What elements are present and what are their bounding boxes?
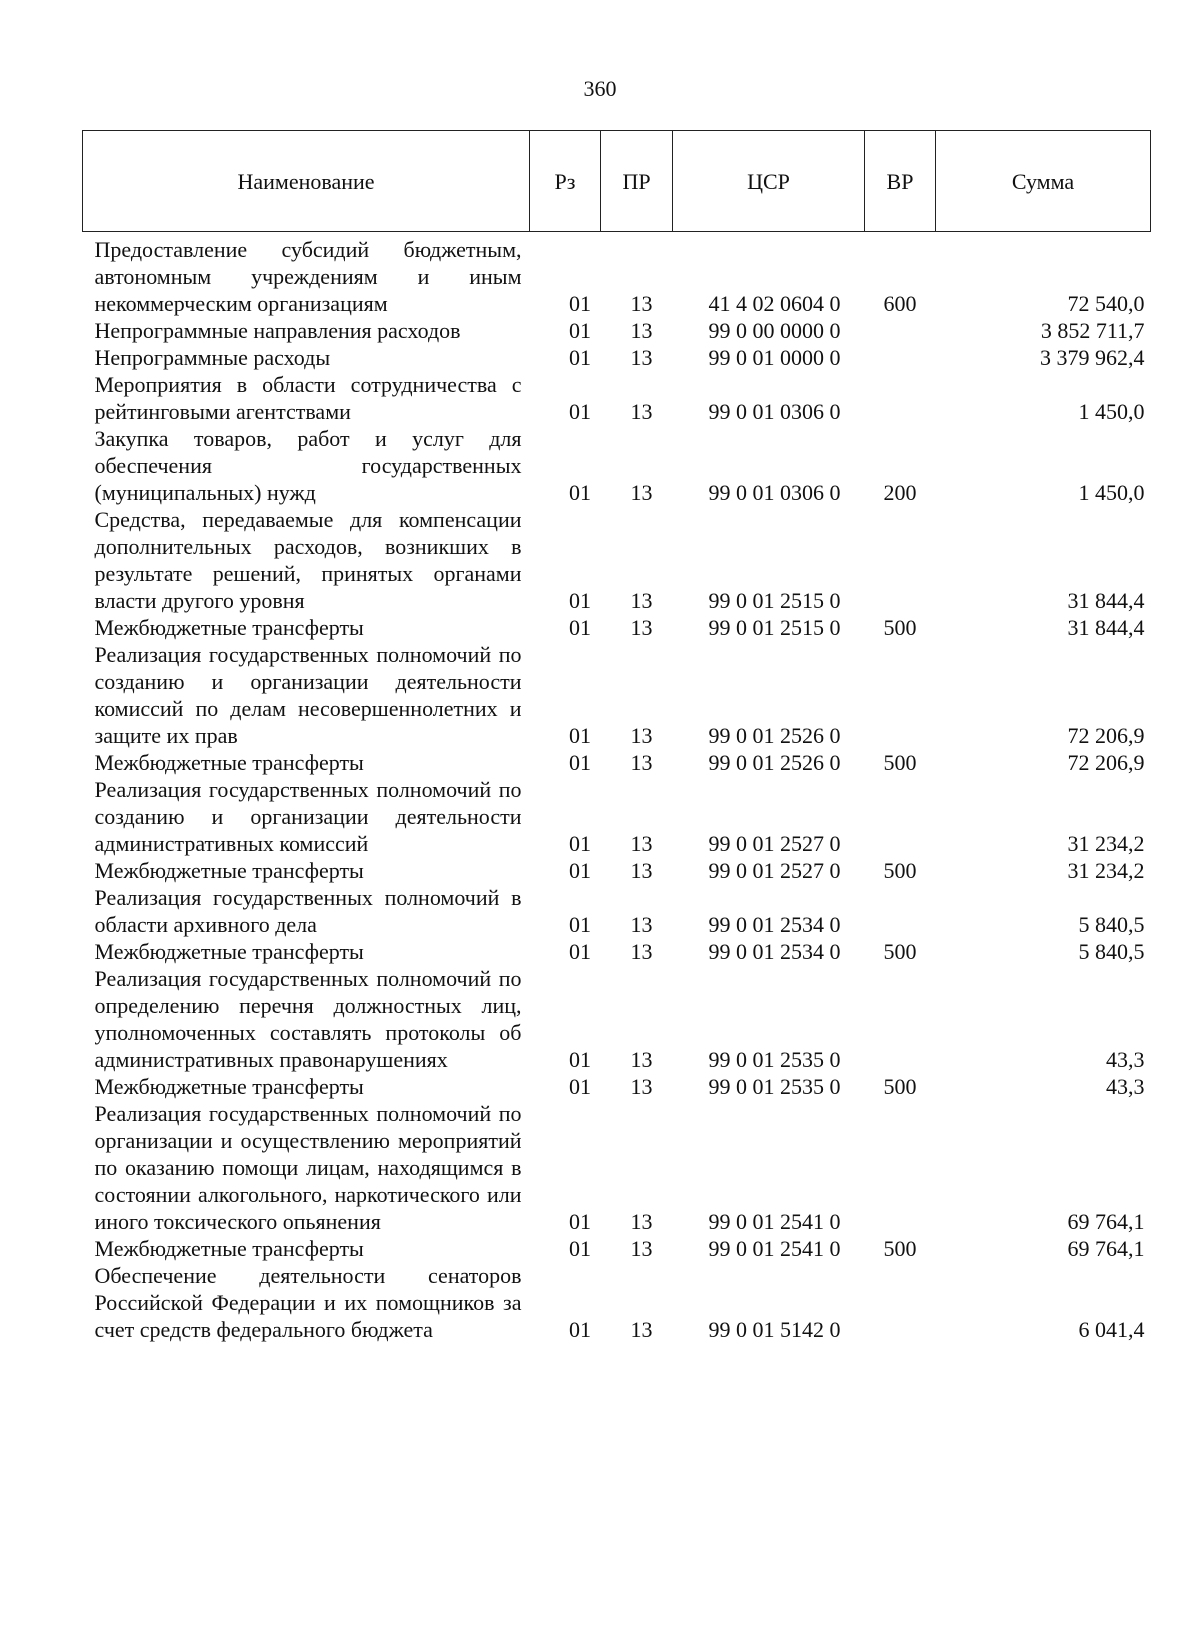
table-row bbox=[83, 317, 1151, 344]
cell-rz: 01 bbox=[569, 291, 591, 316]
cell-rz: 01 bbox=[569, 831, 591, 856]
cell-sum: 5 840,5 bbox=[1078, 939, 1145, 964]
cell-rz: 01 bbox=[569, 399, 591, 424]
cell-csr: 99 0 01 2535 0 bbox=[708, 1047, 841, 1072]
cell-sum: 3 379 962,4 bbox=[1040, 345, 1145, 370]
table-row bbox=[83, 1235, 1151, 1262]
cell-vr bbox=[865, 1262, 936, 1343]
header-pr: ПР bbox=[601, 131, 673, 232]
table-row bbox=[83, 232, 1151, 318]
cell-sum: 69 764,1 bbox=[1067, 1236, 1145, 1261]
cell-vr bbox=[865, 1100, 936, 1235]
cell-pr: 13 bbox=[630, 1047, 653, 1072]
cell-vr bbox=[865, 506, 936, 614]
cell-vr bbox=[865, 344, 936, 371]
budget-table bbox=[82, 130, 1151, 1343]
cell-pr: 13 bbox=[630, 858, 653, 883]
cell-vr: 500 bbox=[883, 615, 917, 640]
cell-vr: 500 bbox=[883, 858, 917, 883]
table-row bbox=[83, 776, 1151, 857]
cell-pr: 13 bbox=[630, 1317, 653, 1342]
table-row bbox=[83, 614, 1151, 641]
cell-csr: 99 0 01 2515 0 bbox=[708, 588, 841, 613]
table-row bbox=[83, 749, 1151, 776]
header-rz: Рз bbox=[530, 131, 601, 232]
cell-name: Непрограммные расходы bbox=[94, 345, 331, 370]
cell-rz: 01 bbox=[569, 1317, 591, 1342]
table-row bbox=[83, 371, 1151, 425]
cell-sum: 72 540,0 bbox=[1067, 291, 1145, 316]
cell-sum: 72 206,9 bbox=[1067, 750, 1145, 775]
cell-pr: 13 bbox=[630, 939, 653, 964]
cell-sum: 1 450,0 bbox=[1078, 399, 1145, 424]
cell-sum: 31 844,4 bbox=[1067, 588, 1145, 613]
page-number: 360 bbox=[583, 76, 617, 101]
cell-name: Реализация государственных полномочий по организации и осуществлению мероприятий по оказанию помощи лицам, находящимся в состоянии алкогольного, наркотического или иного токсического опьянения bbox=[94, 1101, 522, 1234]
cell-csr: 99 0 01 2526 0 bbox=[708, 723, 841, 748]
cell-name: Межбюджетные трансферты bbox=[94, 750, 364, 775]
cell-vr: 500 bbox=[883, 939, 917, 964]
table-row bbox=[83, 1073, 1151, 1100]
cell-name: Межбюджетные трансферты bbox=[94, 858, 364, 883]
cell-pr: 13 bbox=[630, 1236, 653, 1261]
cell-rz: 01 bbox=[569, 588, 591, 613]
cell-csr: 99 0 01 0000 0 bbox=[708, 345, 841, 370]
cell-sum: 31 234,2 bbox=[1067, 831, 1145, 856]
cell-csr: 99 0 01 2527 0 bbox=[708, 831, 841, 856]
table-row bbox=[83, 884, 1151, 938]
cell-csr: 99 0 01 2515 0 bbox=[708, 615, 841, 640]
cell-csr: 99 0 01 2534 0 bbox=[708, 912, 841, 937]
cell-name: Непрограммные направления расходов bbox=[94, 318, 461, 343]
cell-vr: 500 bbox=[883, 1074, 917, 1099]
table-row bbox=[83, 857, 1151, 884]
cell-rz: 01 bbox=[569, 318, 591, 343]
table-row bbox=[83, 965, 1151, 1073]
cell-sum: 1 450,0 bbox=[1078, 480, 1145, 505]
table-row bbox=[83, 425, 1151, 506]
table-row bbox=[83, 641, 1151, 749]
header-csr: ЦСР bbox=[673, 131, 865, 232]
cell-name: Реализация государственных полномочий в области архивного дела bbox=[94, 885, 522, 937]
cell-csr: 99 0 00 0000 0 bbox=[708, 318, 841, 343]
cell-csr: 99 0 01 5142 0 bbox=[708, 1317, 841, 1342]
cell-rz: 01 bbox=[569, 939, 591, 964]
cell-pr: 13 bbox=[630, 399, 653, 424]
cell-rz: 01 bbox=[569, 615, 591, 640]
cell-vr bbox=[865, 776, 936, 857]
cell-sum: 6 041,4 bbox=[1078, 1317, 1145, 1342]
table-row bbox=[83, 1100, 1151, 1235]
cell-vr: 200 bbox=[883, 480, 917, 505]
header-name: Наименование bbox=[83, 131, 530, 232]
cell-sum: 3 852 711,7 bbox=[1040, 318, 1145, 343]
cell-rz: 01 bbox=[569, 1209, 591, 1234]
cell-name: Мероприятия в области сотрудничества с рейтинговыми агентствами bbox=[94, 372, 522, 424]
cell-sum: 69 764,1 bbox=[1067, 1209, 1145, 1234]
cell-name: Реализация государственных полномочий по созданию и организации деятельности административных комиссий bbox=[94, 777, 522, 856]
cell-vr bbox=[865, 965, 936, 1073]
cell-pr: 13 bbox=[630, 912, 653, 937]
cell-sum: 5 840,5 bbox=[1078, 912, 1145, 937]
cell-rz: 01 bbox=[569, 750, 591, 775]
cell-csr: 99 0 01 2541 0 bbox=[708, 1209, 841, 1234]
cell-rz: 01 bbox=[569, 1074, 591, 1099]
cell-vr: 500 bbox=[883, 1236, 917, 1261]
cell-pr: 13 bbox=[630, 1209, 653, 1234]
cell-rz: 01 bbox=[569, 723, 591, 748]
cell-pr: 13 bbox=[630, 615, 653, 640]
cell-csr: 99 0 01 2526 0 bbox=[708, 750, 841, 775]
cell-sum: 72 206,9 bbox=[1067, 723, 1145, 748]
cell-csr: 41 4 02 0604 0 bbox=[708, 291, 841, 316]
cell-vr: 600 bbox=[883, 291, 917, 316]
cell-pr: 13 bbox=[630, 345, 653, 370]
cell-vr bbox=[865, 641, 936, 749]
cell-rz: 01 bbox=[569, 912, 591, 937]
table-header-row bbox=[83, 131, 1151, 232]
cell-sum: 43,3 bbox=[1106, 1047, 1145, 1072]
cell-rz: 01 bbox=[569, 858, 591, 883]
cell-vr: 500 bbox=[883, 750, 917, 775]
cell-csr: 99 0 01 0306 0 bbox=[708, 399, 841, 424]
cell-name: Межбюджетные трансферты bbox=[94, 1236, 364, 1261]
cell-csr: 99 0 01 0306 0 bbox=[708, 480, 841, 505]
table-row bbox=[83, 344, 1151, 371]
cell-name: Средства, передаваемые для компенсации дополнительных расходов, возникших в результате решений, принятых органами власти другого уровня bbox=[94, 507, 522, 613]
cell-pr: 13 bbox=[630, 1074, 653, 1099]
cell-name: Реализация государственных полномочий по созданию и организации деятельности комиссий по делам несовершеннолетних и защите их прав bbox=[94, 642, 522, 748]
cell-csr: 99 0 01 2535 0 bbox=[708, 1074, 841, 1099]
cell-name: Межбюджетные трансферты bbox=[94, 939, 364, 964]
cell-sum: 31 234,2 bbox=[1067, 858, 1145, 883]
cell-vr bbox=[865, 884, 936, 938]
cell-rz: 01 bbox=[569, 345, 591, 370]
cell-pr: 13 bbox=[630, 318, 653, 343]
cell-rz: 01 bbox=[569, 1047, 591, 1072]
cell-pr: 13 bbox=[630, 480, 653, 505]
cell-pr: 13 bbox=[630, 588, 653, 613]
cell-pr: 13 bbox=[630, 723, 653, 748]
cell-sum: 43,3 bbox=[1106, 1074, 1145, 1099]
cell-name: Предоставление субсидий бюджетным, автономным учреждениям и иным некоммерческим организациям bbox=[94, 237, 522, 316]
cell-pr: 13 bbox=[630, 291, 653, 316]
table-row bbox=[83, 1262, 1151, 1343]
cell-pr: 13 bbox=[630, 750, 653, 775]
cell-csr: 99 0 01 2527 0 bbox=[708, 858, 841, 883]
cell-name: Реализация государственных полномочий по определению перечня должностных лиц, уполномоченных составлять протоколы об административных правонарушениях bbox=[94, 966, 522, 1072]
cell-name: Закупка товаров, работ и услуг для обеспечения государственных (муниципальных) нужд bbox=[94, 426, 522, 505]
cell-sum: 31 844,4 bbox=[1067, 615, 1145, 640]
cell-name: Межбюджетные трансферты bbox=[94, 615, 364, 640]
cell-rz: 01 bbox=[569, 1236, 591, 1261]
cell-name: Межбюджетные трансферты bbox=[94, 1074, 364, 1099]
cell-vr bbox=[865, 371, 936, 425]
cell-pr: 13 bbox=[630, 831, 653, 856]
cell-csr: 99 0 01 2534 0 bbox=[708, 939, 841, 964]
cell-rz: 01 bbox=[569, 480, 591, 505]
table-row bbox=[83, 506, 1151, 614]
cell-vr bbox=[865, 317, 936, 344]
header-sum: Сумма bbox=[936, 131, 1151, 232]
cell-csr: 99 0 01 2541 0 bbox=[708, 1236, 841, 1261]
cell-name: Обеспечение деятельности сенаторов Российской Федерации и их помощников за счет средств федерального бюджета bbox=[94, 1263, 522, 1342]
header-vr: ВР bbox=[865, 131, 936, 232]
table-row bbox=[83, 938, 1151, 965]
